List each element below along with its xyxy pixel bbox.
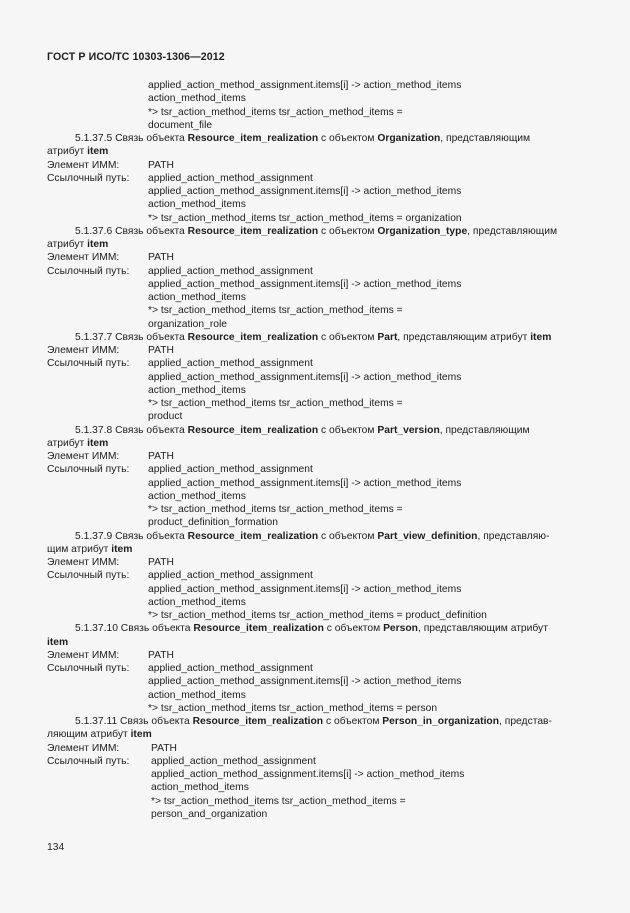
path-line: applied_action_method_assignment.items[i] -> action_method_items — [151, 769, 465, 780]
path-line: *> tsr_action_method_items tsr_action_method_items = — [148, 398, 403, 409]
clause-heading-5-1-37-9: 5.1.37.9 Связь объекта Resource_item_realization с объектом Part_view_definition, представляю- — [75, 530, 550, 542]
document-header: ГОСТ Р ИСО/ТС 10303-1306—2012 — [47, 51, 225, 63]
path-line: person_and_organization — [151, 808, 268, 820]
path-line: applied_action_method_assignment.items[i] -> action_method_items — [148, 80, 462, 91]
clause-heading-5-1-37-11: 5.1.37.11 Связь объекта Resource_item_realization с объектом Person_in_organization, представ- — [75, 716, 552, 727]
path-line: *> tsr_action_method_items tsr_action_method_items = person — [148, 702, 438, 714]
path-line: action_method_items — [148, 384, 246, 396]
path-line: action_method_items — [151, 782, 249, 794]
path-line: *> tsr_action_method_items tsr_action_method_items = — [148, 305, 403, 317]
document-body — [47, 79, 587, 821]
reference-path-row: Ссылочный путь: applied_action_method_assignment — [47, 172, 313, 184]
path-line: *> tsr_action_method_items tsr_action_method_items = — [148, 504, 403, 515]
imm-element-row: Элемент ИММ: PATH — [47, 252, 174, 264]
path-line: applied_action_method_assignment.items[i] -> action_method_items — [148, 186, 462, 197]
imm-element-row: Элемент ИММ: PATH — [47, 345, 174, 356]
path-line: *> tsr_action_method_items tsr_action_method_items = product_definition — [148, 610, 487, 621]
reference-path-row: Ссылочный путь: applied_action_method_assignment — [47, 570, 313, 582]
clause-heading-5-1-37-5: 5.1.37.5 Связь объекта Resource_item_realization с объектом Organization, представляющим — [75, 133, 531, 144]
path-line: applied_action_method_assignment.items[i] -> action_method_items — [148, 278, 462, 290]
path-line: action_method_items — [148, 490, 246, 502]
path-line: *> tsr_action_method_items tsr_action_method_items = — [151, 795, 406, 807]
reference-path-row: Ссылочный путь: applied_action_method_assignment — [47, 358, 313, 370]
clause-heading-5-1-37-8: 5.1.37.8 Связь объекта Resource_item_realization с объектом Part_version, представляющим — [75, 424, 530, 436]
path-line: action_method_items — [148, 292, 246, 303]
clause-heading-continuation: атрибут item — [47, 146, 109, 158]
imm-element-row: Элемент ИММ: PATH — [47, 742, 177, 754]
path-line: *> tsr_action_method_items tsr_action_method_items = organization — [148, 212, 462, 224]
path-line: applied_action_method_assignment.items[i] -> action_method_items — [148, 477, 462, 489]
clause-heading-continuation: ляющим атрибут item — [47, 729, 152, 741]
path-line: organization_role — [148, 318, 227, 330]
path-line: document_file — [148, 119, 213, 131]
path-line: *> tsr_action_method_items tsr_action_method_items = — [148, 106, 403, 118]
page-number: 134 — [47, 842, 65, 853]
clause-heading-continuation: атрибут item — [47, 437, 109, 449]
clause-heading-5-1-37-6: 5.1.37.6 Связь объекта Resource_item_realization с объектом Organization_type, представляющим — [75, 225, 558, 237]
clause-heading-continuation: атрибут item — [47, 239, 109, 250]
path-line: action_method_items — [148, 689, 246, 701]
clause-heading-continuation: щим атрибут item — [47, 543, 133, 555]
clause-heading-continuation: item — [47, 636, 69, 648]
path-line: applied_action_method_assignment.items[i] -> action_method_items — [148, 371, 462, 383]
path-line: product_definition_formation — [148, 517, 278, 529]
reference-path-row: Ссылочный путь: applied_action_method_assignment — [47, 663, 313, 674]
imm-element-row: Элемент ИММ: PATH — [47, 649, 174, 661]
imm-element-row: Элемент ИММ: PATH — [47, 557, 174, 568]
path-line: action_method_items — [148, 199, 246, 211]
imm-element-row: Элемент ИММ: PATH — [47, 451, 174, 462]
imm-element-row: Элемент ИММ: PATH — [47, 159, 174, 171]
path-line: applied_action_method_assignment.items[i] -> action_method_items — [148, 583, 462, 595]
reference-path-row: Ссылочный путь: applied_action_method_assignment — [47, 265, 313, 277]
clause-heading-5-1-37-7: 5.1.37.7 Связь объекта Resource_item_realization с объектом Part, представляющим атрибут item — [75, 331, 552, 343]
path-line: action_method_items — [148, 596, 246, 608]
reference-path-row: Ссылочный путь: applied_action_method_assignment — [47, 464, 313, 476]
path-line: product — [148, 411, 183, 423]
reference-path-row: Ссылочный путь: applied_action_method_assignment — [47, 755, 316, 767]
clause-heading-5-1-37-10: 5.1.37.10 Связь объекта Resource_item_realization с объектом Person, представляющим атрибут — [75, 623, 548, 635]
path-line: applied_action_method_assignment.items[i] -> action_method_items — [148, 676, 462, 688]
path-line: action_method_items — [148, 93, 246, 105]
